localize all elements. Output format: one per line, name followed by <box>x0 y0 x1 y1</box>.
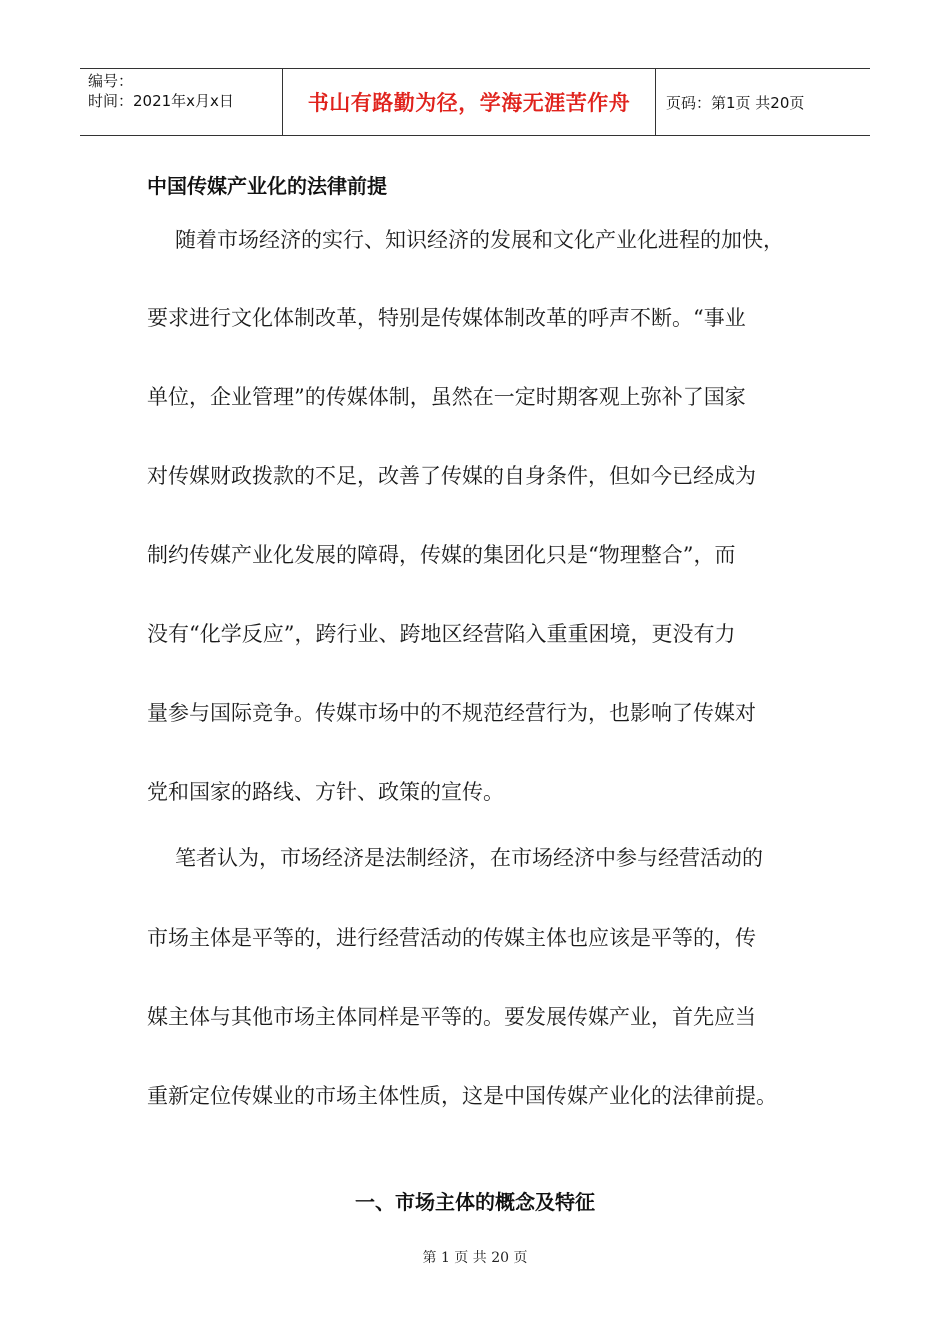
section-heading: 一、市场主体的概念及特征 <box>355 1190 595 1214</box>
header-motto: 书山有路勤为径，学海无涯苦作舟 <box>282 69 656 135</box>
paragraph-line: 重新定位传媒业的市场主体性质，这是中国传媒产业化的法律前提。 <box>147 1084 777 1108</box>
paragraph-line: 笔者认为，市场经济是法制经济，在市场经济中参与经营活动的 <box>175 846 763 870</box>
page-footer: 第 1 页 共 20 页 <box>422 1250 528 1266</box>
paragraph-line: 市场主体是平等的，进行经营活动的传媒主体也应该是平等的，传 <box>147 926 756 950</box>
header-page-info: 页码：第1页 共20页 <box>666 93 805 112</box>
paragraph-line: 对传媒财政拨款的不足，改善了传媒的自身条件，但如今已经成为 <box>147 464 756 488</box>
number-label: 编号： <box>88 72 134 90</box>
time-label: 时间：2021年x月x日 <box>88 92 234 110</box>
header-meta <box>80 69 282 135</box>
paragraph-line: 媒主体与其他市场主体同样是平等的。要发展传媒产业，首先应当 <box>147 1005 756 1029</box>
paragraph-line: 没有“化学反应”，跨行业、跨地区经营陷入重重困境，更没有力 <box>147 622 736 646</box>
paragraph-line: 要求进行文化体制改革，特别是传媒体制改革的呼声不断。“事业 <box>147 306 746 330</box>
paragraph-line: 随着市场经济的实行、知识经济的发展和文化产业化进程的加快， <box>175 228 784 252</box>
document-header <box>80 68 870 136</box>
paragraph-line: 单位，企业管理”的传媒体制，虽然在一定时期客观上弥补了国家 <box>147 385 746 409</box>
document-title: 中国传媒产业化的法律前提 <box>147 174 387 198</box>
paragraph-line: 量参与国际竞争。传媒市场中的不规范经营行为，也影响了传媒对 <box>147 701 756 725</box>
paragraph-line: 制约传媒产业化发展的障碍，传媒的集团化只是“物理整合”，而 <box>147 543 736 567</box>
paragraph-line: 党和国家的路线、方针、政策的宣传。 <box>147 780 504 804</box>
